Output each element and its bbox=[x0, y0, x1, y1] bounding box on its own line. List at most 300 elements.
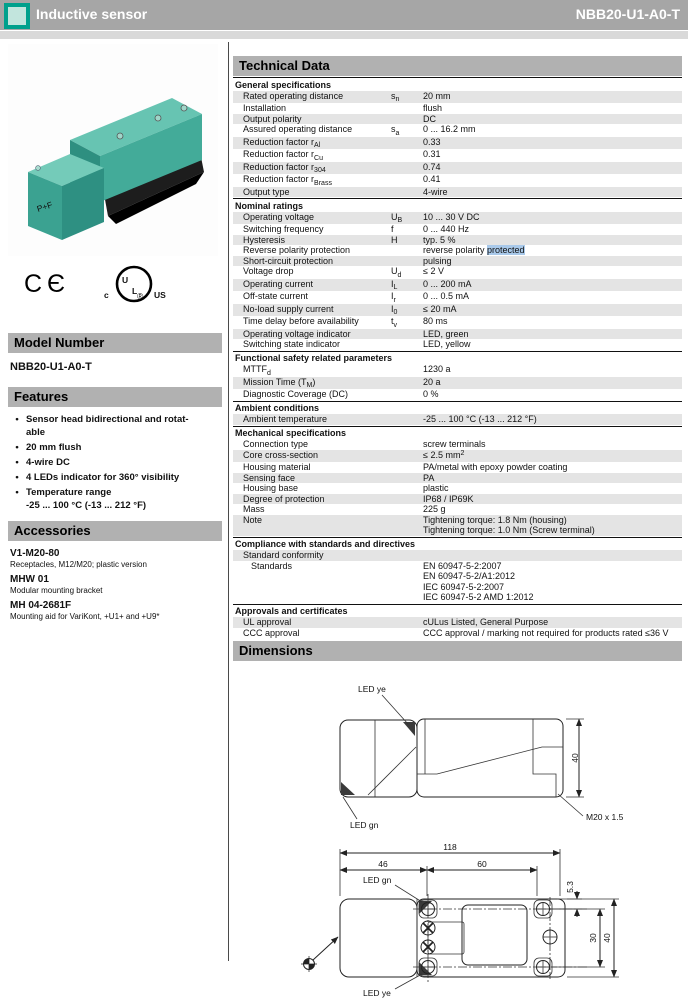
spec-value-line bbox=[423, 304, 682, 315]
ce-mark-icon: CЄ bbox=[24, 269, 71, 298]
text: Installation bbox=[243, 103, 287, 113]
model-number-title: Model Number bbox=[8, 333, 222, 353]
brand-logo-icon bbox=[4, 3, 30, 29]
spec-label bbox=[233, 256, 391, 267]
text: EN 60947-5-2/A1:2012 bbox=[423, 571, 516, 581]
spec-row bbox=[233, 316, 682, 329]
spec-value-line bbox=[423, 162, 682, 173]
spec-value bbox=[423, 304, 682, 315]
subscript: 0 bbox=[393, 309, 398, 316]
spec-value bbox=[423, 364, 682, 375]
text: Degree of protection bbox=[243, 493, 325, 504]
spec-value bbox=[423, 149, 682, 160]
feature-line: 4-wire DC bbox=[26, 457, 70, 468]
text: s bbox=[391, 124, 396, 134]
svg-text:P+F: P+F bbox=[35, 199, 54, 214]
position-symbol bbox=[301, 937, 338, 972]
text: Reduction factor r bbox=[243, 149, 315, 159]
spec-value-line bbox=[423, 439, 682, 450]
feature-line: 4 LEDs indicator for 360° visibility bbox=[26, 472, 180, 483]
subscript: L bbox=[393, 284, 398, 291]
accessory-item bbox=[10, 573, 220, 596]
spec-row bbox=[233, 235, 682, 246]
accessory-name: MHW 01 bbox=[10, 574, 49, 585]
spec-label bbox=[233, 187, 391, 198]
dim-width: 40 bbox=[602, 933, 612, 943]
feature-item bbox=[8, 441, 222, 454]
subscript: Brass bbox=[314, 179, 332, 187]
spec-row bbox=[233, 617, 682, 628]
spec-value-line bbox=[423, 137, 682, 148]
text: Hysteresis bbox=[243, 234, 286, 245]
text: ≤ 2 V bbox=[423, 266, 444, 276]
spec-value bbox=[423, 504, 682, 515]
spec-value-line bbox=[423, 515, 682, 526]
spec-label bbox=[233, 515, 391, 526]
spec-value bbox=[423, 389, 682, 400]
spec-value bbox=[423, 291, 682, 302]
spec-value bbox=[423, 279, 682, 290]
dim-hole-offset: 5.3 bbox=[565, 881, 575, 893]
feature-line: -25 ... 100 °C (-13 ... 212 °F) bbox=[26, 500, 147, 511]
spec-label bbox=[233, 291, 391, 302]
text: s bbox=[391, 90, 396, 101]
text: t bbox=[391, 316, 394, 326]
text: Housing base bbox=[243, 483, 299, 493]
spec-value-line bbox=[423, 91, 682, 102]
spec-row bbox=[233, 256, 682, 267]
spec-value bbox=[423, 162, 682, 173]
feature-text bbox=[26, 441, 81, 454]
text: Off-state current bbox=[243, 291, 308, 301]
text: Reverse polarity protection bbox=[243, 245, 351, 255]
spec-label bbox=[233, 414, 391, 425]
spec-value bbox=[423, 137, 682, 148]
feature-text bbox=[26, 456, 70, 469]
feature-item bbox=[8, 471, 222, 484]
feature-text bbox=[26, 486, 146, 512]
spec-label bbox=[233, 483, 391, 494]
spec-value-line bbox=[423, 561, 682, 572]
model-number-value: NBB20-U1-A0-T bbox=[10, 361, 92, 373]
spec-row bbox=[233, 628, 682, 639]
text: 20 mm bbox=[423, 90, 451, 101]
mounting-holes bbox=[421, 902, 550, 974]
text: PA/metal with epoxy powder coating bbox=[423, 462, 568, 472]
spec-value-line bbox=[423, 187, 682, 198]
dim-total-length: 118 bbox=[443, 842, 457, 852]
spec-value-line bbox=[423, 571, 682, 582]
dimension-drawing-side bbox=[330, 677, 680, 837]
spec-value-line bbox=[423, 212, 682, 223]
subscript: d bbox=[267, 369, 271, 377]
spec-symbol bbox=[391, 266, 423, 279]
spec-row bbox=[233, 414, 682, 425]
spec-value-line bbox=[423, 114, 682, 125]
spec-value-line bbox=[423, 473, 682, 484]
feature-text bbox=[26, 471, 179, 484]
spec-label bbox=[233, 266, 391, 277]
spec-row bbox=[233, 114, 682, 125]
accessory-item bbox=[10, 599, 220, 622]
text: LED, yellow bbox=[423, 339, 471, 349]
bullet-icon: • bbox=[15, 414, 19, 425]
section-header: Approvals and certificates bbox=[233, 604, 682, 618]
spec-label bbox=[233, 439, 391, 450]
text: Housing material bbox=[243, 462, 311, 472]
product-type-title: Inductive sensor bbox=[36, 6, 148, 22]
top-view-head bbox=[340, 899, 417, 977]
spec-symbol bbox=[391, 304, 423, 317]
spec-value-line bbox=[423, 483, 682, 494]
side-view-body bbox=[417, 719, 563, 797]
spec-label bbox=[233, 124, 391, 135]
text: No-load supply current bbox=[243, 303, 334, 314]
spec-label bbox=[233, 462, 391, 473]
subscript: r bbox=[393, 296, 396, 304]
spec-label bbox=[233, 329, 391, 340]
dimensions-title: Dimensions bbox=[233, 641, 682, 661]
spec-symbol bbox=[391, 279, 423, 292]
spec-row bbox=[233, 245, 682, 256]
ul-l-letter: L bbox=[132, 286, 138, 296]
led-gn-triangle bbox=[341, 782, 355, 795]
spec-symbol bbox=[391, 291, 423, 304]
feature-item bbox=[8, 486, 222, 512]
spec-label bbox=[233, 561, 391, 572]
text: Standard conformity bbox=[243, 550, 324, 560]
text: UL approval bbox=[243, 617, 292, 627]
text: I bbox=[391, 303, 394, 314]
spec-value-line bbox=[423, 256, 682, 267]
text: ) bbox=[312, 376, 316, 387]
spec-row bbox=[233, 494, 682, 505]
led-gn-label-top: LED gn bbox=[363, 875, 392, 885]
spec-value-line bbox=[423, 103, 682, 114]
dimension-drawing-top bbox=[295, 839, 675, 998]
accessory-description: Mounting aid for VariKont, +U1+ and +U9* bbox=[10, 612, 160, 621]
spec-value-line bbox=[423, 582, 682, 593]
spec-row bbox=[233, 561, 682, 603]
subscript: n bbox=[395, 96, 400, 103]
spec-row bbox=[233, 515, 682, 536]
text: cULus Listed, General Purpose bbox=[423, 617, 549, 627]
text: Mission Time (T bbox=[243, 376, 307, 387]
spec-value-line bbox=[423, 291, 682, 302]
text: Output polarity bbox=[243, 113, 302, 124]
text: Time delay before availability bbox=[243, 316, 359, 326]
text: 4-wire bbox=[423, 186, 448, 197]
spec-symbol bbox=[391, 224, 423, 235]
text: U bbox=[391, 211, 398, 222]
thread-label: M20 x 1.5 bbox=[586, 812, 624, 822]
text: DC bbox=[423, 113, 436, 124]
text: IP68 / IP69K bbox=[423, 493, 474, 504]
features-list bbox=[8, 407, 222, 518]
spec-label bbox=[233, 339, 391, 350]
spec-row bbox=[233, 377, 682, 390]
features-title: Features bbox=[8, 387, 222, 407]
accessory-description: Modular mounting bracket bbox=[10, 586, 103, 595]
spec-row bbox=[233, 483, 682, 494]
text: Note bbox=[243, 514, 263, 525]
spec-value-line bbox=[423, 329, 682, 340]
spec-row bbox=[233, 149, 682, 162]
led-ye-label-top: LED ye bbox=[363, 988, 391, 998]
spec-label bbox=[233, 103, 391, 114]
spec-row bbox=[233, 91, 682, 104]
spec-value bbox=[423, 103, 682, 114]
spec-row bbox=[233, 364, 682, 377]
section-header: General specifications bbox=[233, 77, 682, 91]
spec-label bbox=[233, 235, 391, 246]
text: ≤ 2.5 mm bbox=[423, 449, 461, 460]
text: I bbox=[391, 291, 394, 301]
spec-value-line bbox=[423, 628, 682, 639]
spec-value bbox=[423, 266, 682, 277]
text: Short-circuit protection bbox=[243, 255, 334, 266]
spec-row bbox=[233, 124, 682, 137]
text: 0 ... 16.2 mm bbox=[423, 124, 476, 134]
text: Switching frequency bbox=[243, 224, 324, 234]
column-divider bbox=[228, 42, 229, 961]
spec-value bbox=[423, 617, 682, 628]
spec-value bbox=[423, 224, 682, 235]
text: Rated operating distance bbox=[243, 90, 344, 101]
spec-value-line bbox=[423, 266, 682, 277]
text: Mass bbox=[243, 504, 265, 514]
text: Standards bbox=[251, 560, 293, 571]
led-gn-label: LED gn bbox=[350, 820, 379, 830]
section-header: Functional safety related parameters bbox=[233, 351, 682, 365]
spec-label bbox=[233, 162, 391, 175]
text: f bbox=[391, 224, 394, 234]
spec-value-line bbox=[423, 149, 682, 160]
spec-label bbox=[233, 364, 391, 377]
text: Reduction factor r bbox=[243, 161, 315, 172]
technical-data-table bbox=[233, 77, 682, 638]
spec-label bbox=[233, 316, 391, 327]
spec-value bbox=[423, 91, 682, 102]
spec-value bbox=[423, 329, 682, 340]
spec-value bbox=[423, 439, 682, 450]
section-header: Ambient conditions bbox=[233, 401, 682, 415]
spec-value bbox=[423, 235, 682, 246]
subscript: d bbox=[397, 271, 402, 279]
led-ye-triangle bbox=[403, 722, 415, 736]
accessories-title: Accessories bbox=[8, 521, 222, 541]
accessory-name: V1-M20-80 bbox=[10, 548, 60, 559]
text: typ. 5 % bbox=[423, 234, 456, 245]
spec-value bbox=[423, 124, 682, 135]
led-ye-label: LED ye bbox=[358, 684, 386, 694]
spec-label bbox=[233, 550, 391, 561]
text: 80 ms bbox=[423, 316, 448, 326]
spec-value bbox=[423, 256, 682, 267]
text: I bbox=[391, 278, 394, 289]
spec-value bbox=[423, 414, 682, 425]
spec-value-line bbox=[423, 450, 682, 463]
spec-label bbox=[233, 91, 391, 102]
text: pulsing bbox=[423, 255, 452, 266]
spec-value bbox=[423, 212, 682, 223]
spec-symbol bbox=[391, 212, 423, 225]
side-view-head bbox=[340, 720, 417, 797]
bullet-icon: • bbox=[15, 457, 19, 468]
conformity-marks bbox=[8, 261, 222, 307]
text: 225 g bbox=[423, 504, 446, 514]
section-header: Nominal ratings bbox=[233, 198, 682, 212]
text: LED, green bbox=[423, 328, 469, 339]
ul-c-label: c bbox=[104, 290, 109, 300]
subscript: Cu bbox=[314, 154, 323, 162]
text: 0 ... 200 mA bbox=[423, 278, 472, 289]
dim-body-length: 60 bbox=[477, 859, 487, 869]
spec-row bbox=[233, 174, 682, 187]
spec-value bbox=[423, 450, 682, 463]
dim-head-length: 46 bbox=[378, 859, 388, 869]
spec-label bbox=[233, 450, 391, 461]
spec-label bbox=[233, 304, 391, 315]
bullet-icon: • bbox=[15, 487, 19, 498]
spec-value bbox=[423, 628, 682, 639]
spec-row bbox=[233, 103, 682, 114]
header-substrip bbox=[0, 31, 688, 39]
text: 0.31 bbox=[423, 149, 441, 159]
spec-value bbox=[423, 561, 682, 603]
spec-value-line bbox=[423, 224, 682, 235]
text: Tightening torque: 1.0 Nm (Screw terminal) bbox=[423, 525, 595, 535]
text: Switching state indicator bbox=[243, 339, 341, 349]
feature-line: able bbox=[26, 427, 46, 438]
text: 0.41 bbox=[423, 174, 441, 184]
bullet-icon: • bbox=[15, 442, 19, 453]
subscript: B bbox=[397, 217, 403, 224]
spec-row bbox=[233, 450, 682, 463]
subscript: 304 bbox=[314, 167, 326, 174]
text: Assured operating distance bbox=[243, 124, 353, 134]
spec-label bbox=[233, 174, 391, 187]
spec-row bbox=[233, 266, 682, 279]
spec-row bbox=[233, 339, 682, 350]
spec-label bbox=[233, 279, 391, 290]
spec-label bbox=[233, 389, 391, 400]
ul-u-letter: U bbox=[122, 275, 129, 285]
text: Reduction factor r bbox=[243, 174, 315, 184]
feature-item bbox=[8, 413, 222, 439]
dim-height-label: 40 bbox=[570, 753, 580, 763]
text: Connection type bbox=[243, 439, 309, 449]
spec-row bbox=[233, 304, 682, 317]
spec-value-line bbox=[423, 525, 682, 536]
accessory-name: MH 04-2681F bbox=[10, 600, 72, 611]
feature-line: Sensor head bidirectional and rotat- bbox=[26, 414, 189, 425]
spec-value-line bbox=[423, 235, 682, 246]
spec-row bbox=[233, 473, 682, 484]
technical-data-title: Technical Data bbox=[233, 56, 682, 76]
spec-value-line bbox=[423, 592, 682, 603]
feature-item bbox=[8, 456, 222, 469]
spec-value-line bbox=[423, 504, 682, 515]
text: 20 a bbox=[423, 376, 441, 387]
right-column bbox=[233, 56, 682, 998]
spec-row bbox=[233, 279, 682, 292]
header-model-number: NBB20-U1-A0-T bbox=[575, 6, 680, 22]
spec-row bbox=[233, 291, 682, 304]
subscript: a bbox=[395, 129, 400, 137]
text: Operating current bbox=[243, 278, 314, 289]
feature-line: 20 mm flush bbox=[26, 442, 82, 453]
text: flush bbox=[423, 103, 443, 113]
spec-row bbox=[233, 212, 682, 225]
spec-label bbox=[233, 212, 391, 223]
text: Operating voltage indicator bbox=[243, 328, 351, 339]
text: H bbox=[391, 234, 398, 245]
subscript: v bbox=[393, 321, 398, 329]
text: Diagnostic Coverage (DC) bbox=[243, 389, 349, 399]
feature-text bbox=[26, 413, 189, 439]
spec-label bbox=[233, 504, 391, 515]
text: screw terminals bbox=[423, 439, 486, 449]
spec-value-line bbox=[423, 174, 682, 185]
text: 10 ... 30 V DC bbox=[423, 211, 480, 222]
spec-row bbox=[233, 550, 682, 561]
header-bar bbox=[0, 0, 688, 30]
feature-line: Temperature range bbox=[26, 487, 112, 498]
section-header: Compliance with standards and directives bbox=[233, 537, 682, 551]
highlighted-text: protected bbox=[487, 245, 525, 255]
spec-value bbox=[423, 462, 682, 473]
spec-label bbox=[233, 224, 391, 235]
section-header: Mechanical specifications bbox=[233, 426, 682, 440]
spec-value-line bbox=[423, 617, 682, 628]
spec-label bbox=[233, 473, 391, 484]
spec-symbol bbox=[391, 316, 423, 329]
spec-value bbox=[423, 245, 682, 256]
spec-row bbox=[233, 187, 682, 198]
spec-value bbox=[423, 515, 682, 536]
ul-us-label: US bbox=[154, 290, 166, 300]
spec-value bbox=[423, 316, 682, 327]
spec-row bbox=[233, 224, 682, 235]
dim-hole-spacing: 30 bbox=[588, 933, 598, 943]
text: Voltage drop bbox=[243, 266, 294, 276]
spec-label bbox=[233, 137, 391, 150]
superscript: 2 bbox=[460, 449, 465, 457]
text: Operating voltage bbox=[243, 211, 315, 222]
spec-value-line bbox=[423, 377, 682, 388]
text: CCC approval bbox=[243, 627, 300, 638]
text: Output type bbox=[243, 186, 290, 197]
spec-label bbox=[233, 149, 391, 162]
text: Tightening torque: 1.8 Nm (housing) bbox=[423, 514, 567, 525]
spec-value bbox=[423, 494, 682, 505]
spec-row bbox=[233, 137, 682, 150]
text: Core cross-section bbox=[243, 449, 319, 460]
text: U bbox=[391, 266, 398, 276]
spec-label bbox=[233, 114, 391, 125]
spec-value bbox=[423, 114, 682, 125]
text: CCC approval / marking not required for products rated ≤36 V bbox=[423, 627, 669, 638]
spec-row bbox=[233, 504, 682, 515]
spec-value bbox=[423, 483, 682, 494]
spec-row bbox=[233, 389, 682, 400]
spec-value bbox=[423, 339, 682, 350]
spec-value-line bbox=[423, 462, 682, 473]
spec-value bbox=[423, 473, 682, 484]
spec-value-line bbox=[423, 124, 682, 135]
spec-value bbox=[423, 377, 682, 388]
